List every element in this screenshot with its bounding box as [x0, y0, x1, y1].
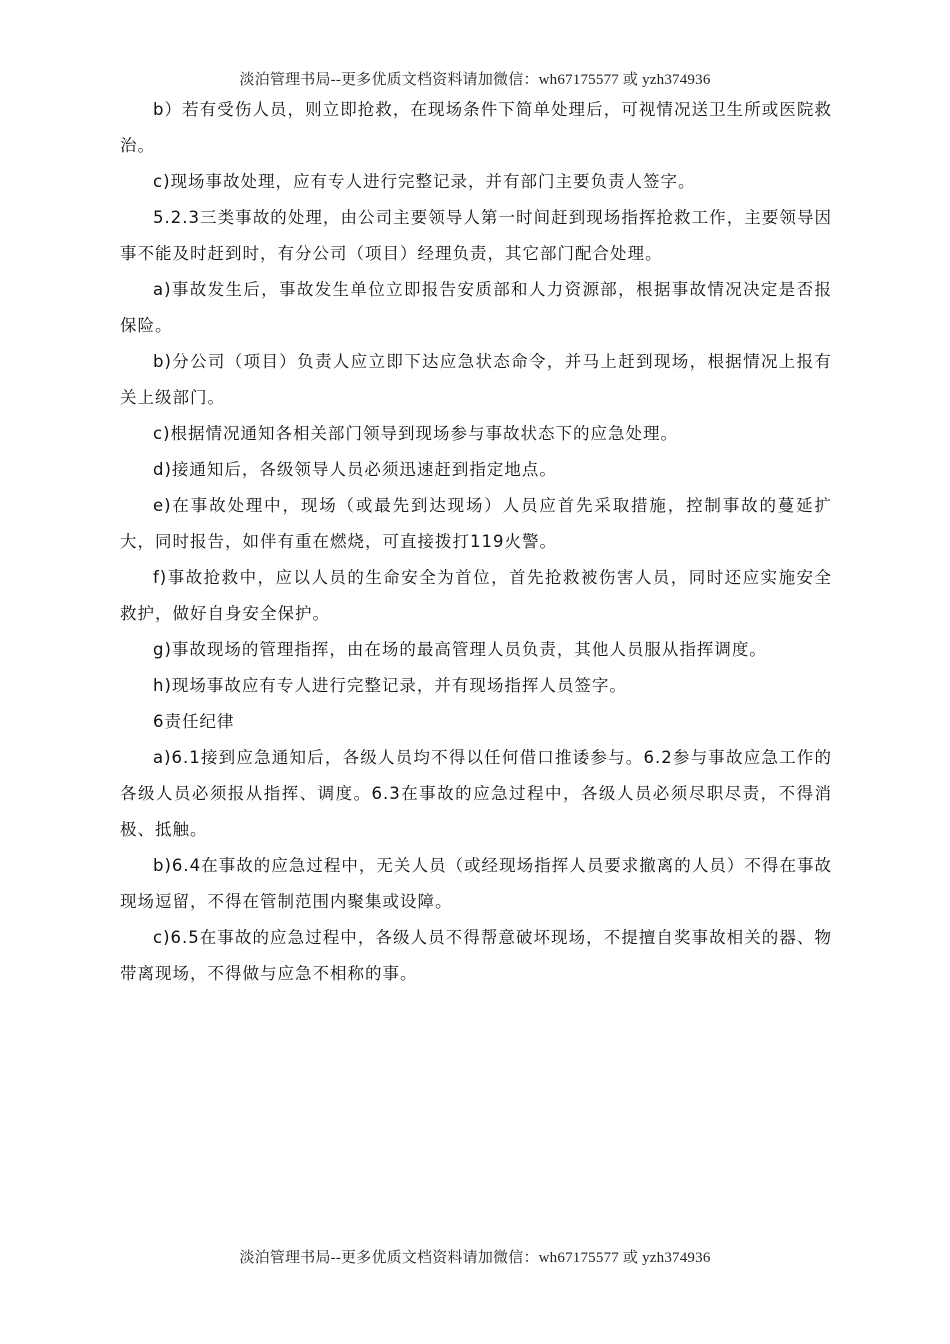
paragraph-command-signature: h)现场事故应有专人进行完整记录，并有现场指挥人员签字。	[153, 676, 627, 695]
paragraph-class3-accident: 5.2.3三类事故的处理，由公司主要领导人第一时间赶到现场指挥抢救工作，主要领导因事不能及时赶到时，有分公司（项目）经理负责，其它部门配合处理。	[120, 208, 832, 263]
paragraph-life-safety: f)事故抢救中，应以人员的生命安全为首位，首先抢救被伤害人员，同时还应实施安全救护，做好自身安全保护。	[120, 568, 832, 623]
paragraph-discipline-c: c)6.5在事故的应急过程中，各级人员不得帮意破坏现场，不提擅自奖事故相关的器、物带离现场，不得做与应急不相称的事。	[120, 928, 832, 983]
paragraph-control-measures: e)在事故处理中，现场（或最先到达现场）人员应首先采取措施，控制事故的蔓延扩大，同时报告，如伴有重在燃烧，可直接拨打119火警。	[120, 496, 832, 551]
paragraph-site-command: g)事故现场的管理指挥，由在场的最高管理人员负责，其他人员服从指挥调度。	[153, 640, 767, 659]
section-heading-responsibility: 6责任纪律	[153, 712, 235, 731]
document-body	[120, 92, 832, 992]
paragraph-arrive-location: d)接通知后，各级领导人员必须迅速赶到指定地点。	[153, 460, 557, 479]
paragraph-emergency-command: b)分公司（项目）负责人应立即下达应急状态命令，并马上赶到现场，根据情况上报有关上级部门。	[120, 352, 832, 407]
paragraph-discipline-a: a)6.1接到应急通知后，各级人员均不得以任何借口推诿参与。6.2参与事故应急工作的各级人员必须报从指挥、调度。6.3在事故的应急过程中，各级人员必须尽职尽责，不得消极、抵触。	[120, 748, 832, 839]
paragraph-report-insurance: a)事故发生后，事故发生单位立即报告安质部和人力资源部，根据事故情况决定是否报保险。	[120, 280, 832, 335]
page-footer: 淡泊管理书局--更多优质文档资料请加微信：wh67175577 或 yzh374936	[239, 1250, 711, 1266]
paragraph-notify-departments: c)根据情况通知各相关部门领导到现场参与事故状态下的应急处理。	[153, 424, 679, 443]
page-header: 淡泊管理书局--更多优质文档资料请加微信：wh67175577 或 yzh374936	[239, 72, 711, 88]
paragraph-record-keeping: c)现场事故处理，应有专人进行完整记录，并有部门主要负责人签字。	[153, 172, 696, 191]
paragraph-discipline-b: b)6.4在事故的应急过程中，无关人员（或经现场指挥人员要求撤离的人员）不得在事故现场逗留，不得在管制范围内聚集或设障。	[120, 856, 832, 911]
paragraph-injured-rescue: b）若有受伤人员，则立即抢救，在现场条件下简单处理后，可视情况送卫生所或医院救治。	[120, 100, 832, 155]
